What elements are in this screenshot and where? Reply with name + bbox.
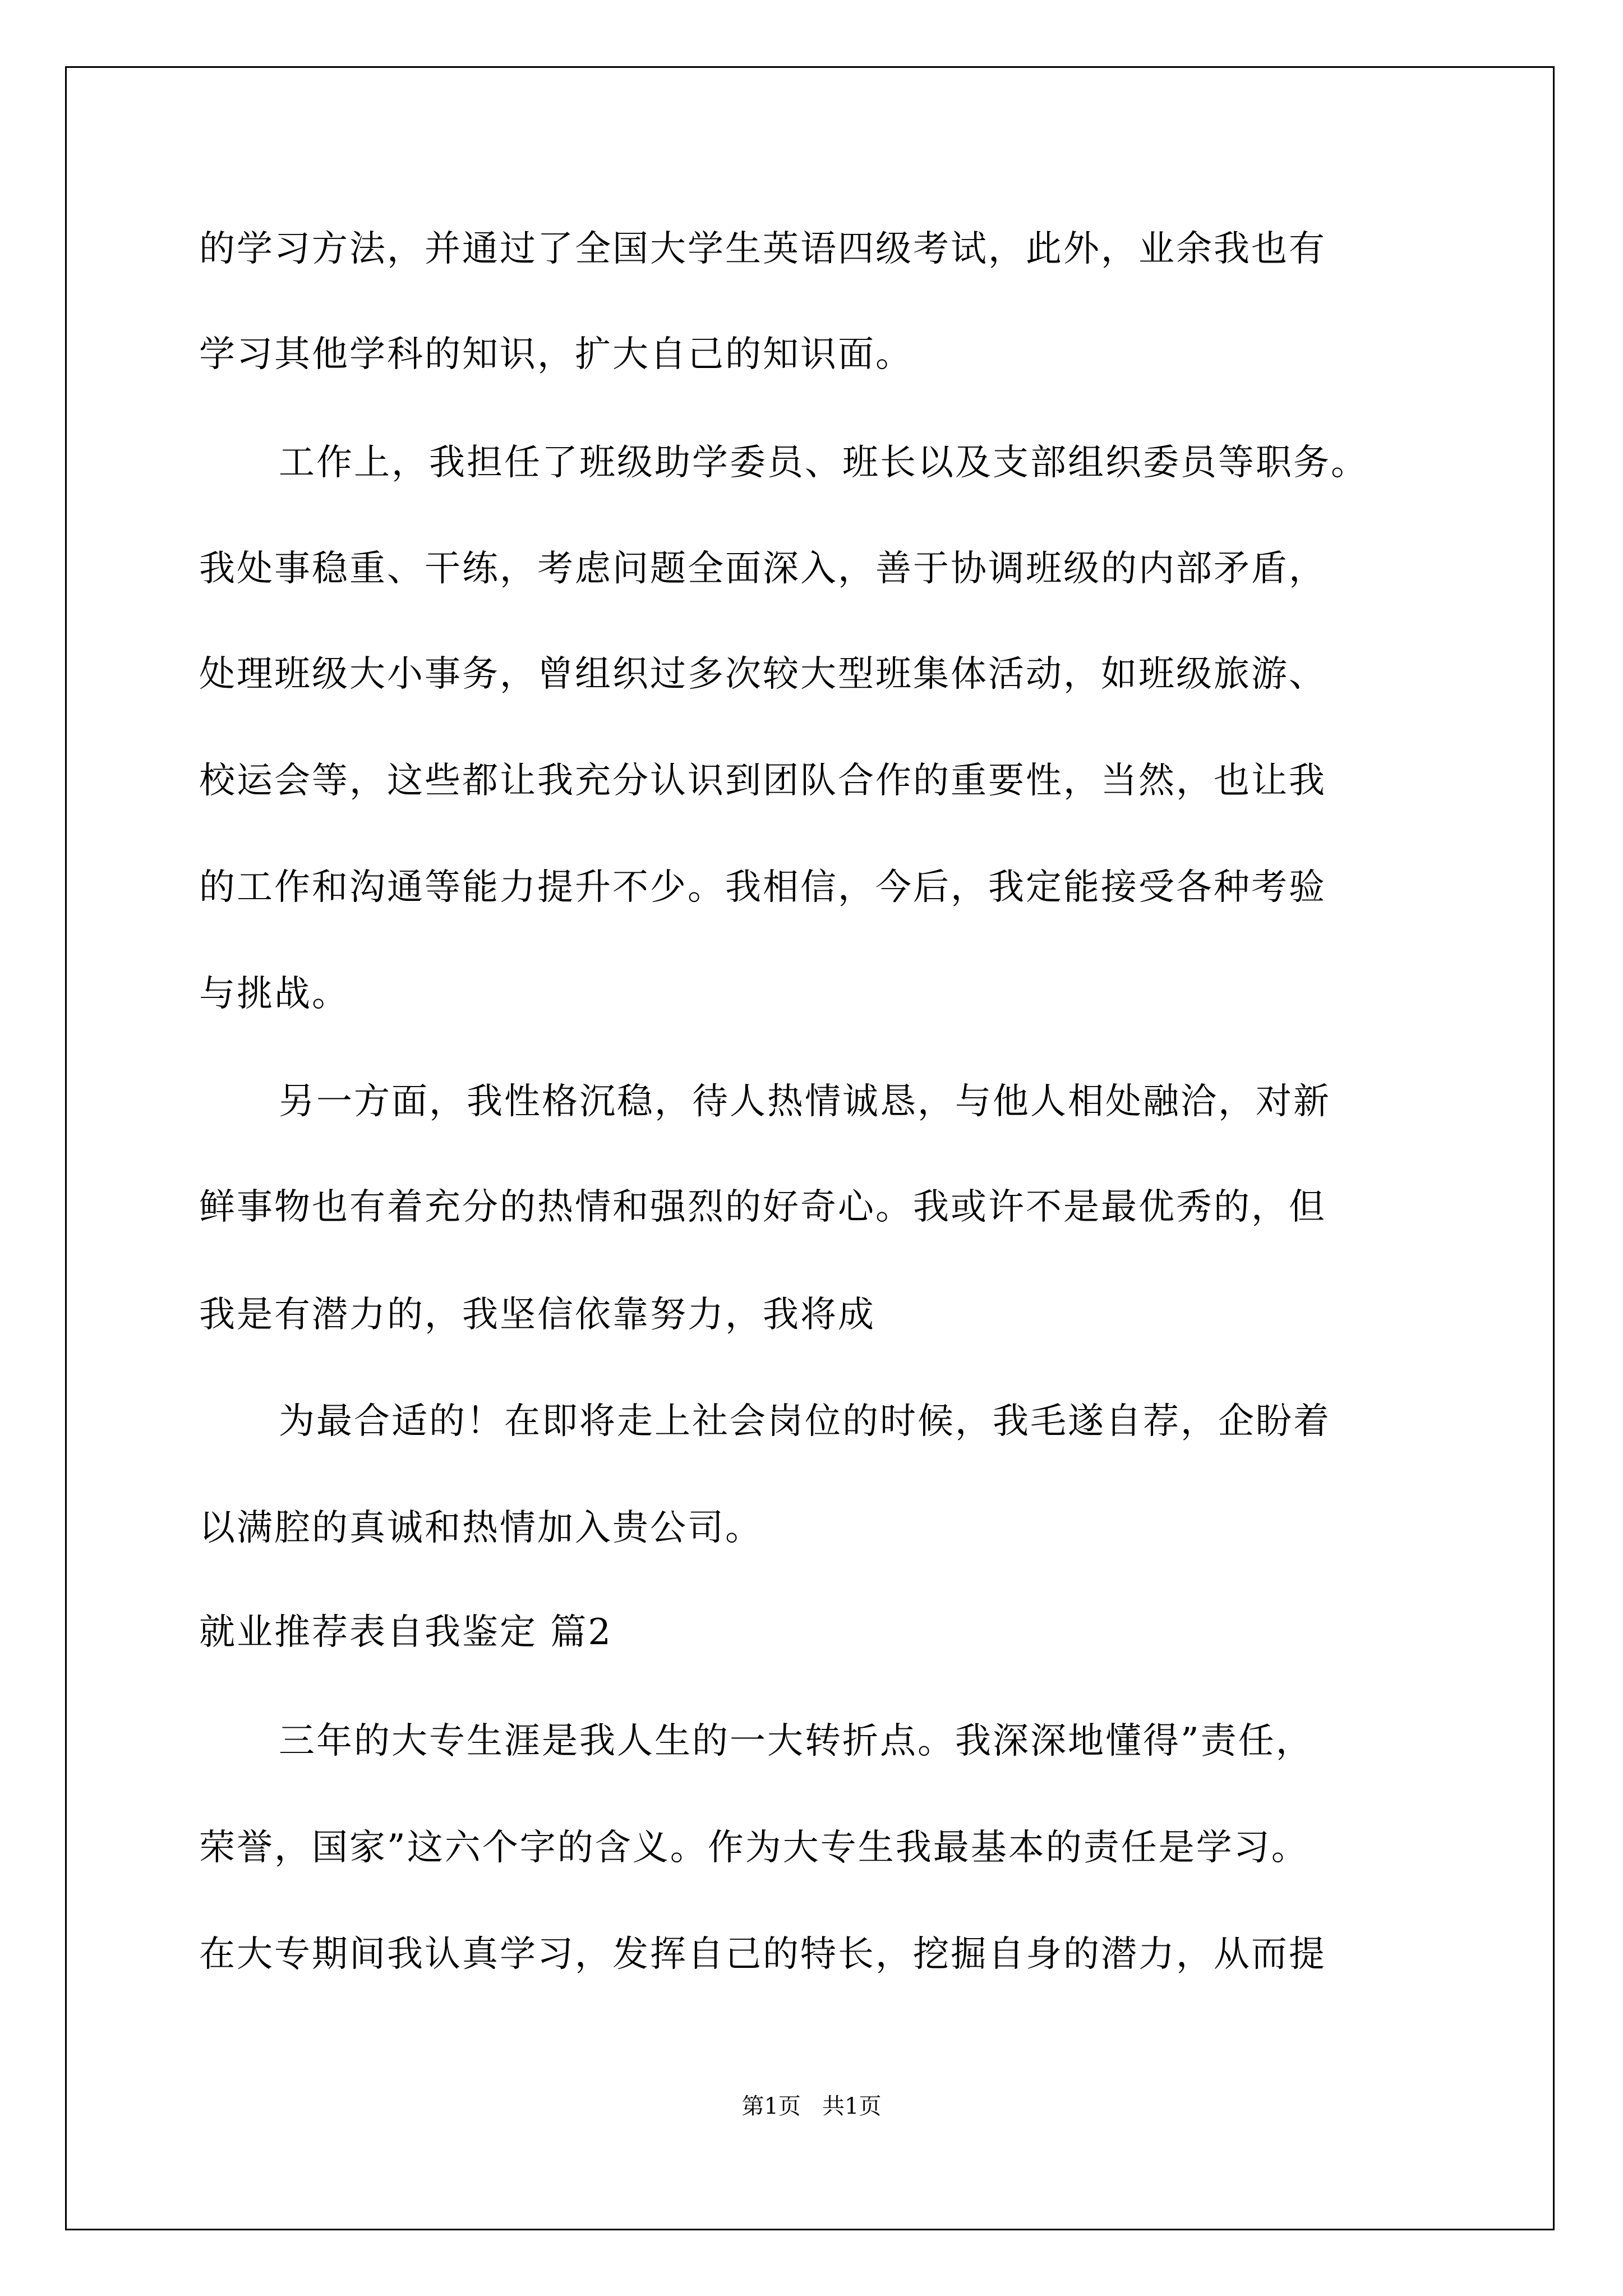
body-line: 以满腔的真诚和热情加入贵公司。 <box>199 1507 763 1549</box>
body-line: 我处事稳重、干练，考虑问题全面深入，善于协调班级的内部矛盾， <box>199 548 1326 590</box>
body-line: 学习其他学科的知识，扩大自己的知识面。 <box>199 334 913 375</box>
paragraph-first-line: 另一方面，我性格沉稳，待人热情诚恳，与他人相处融洽，对新 <box>279 1081 1331 1122</box>
section-heading: 就业推荐表自我鉴定 篇2 <box>199 1612 613 1653</box>
paragraph-first-line: 三年的大专生涯是我人生的一大转折点。我深深地懂得”责任， <box>279 1720 1313 1762</box>
body-line: 的学习方法，并通过了全国大学生英语四级考试，此外，业余我也有 <box>199 228 1326 270</box>
body-line: 与挑战。 <box>199 973 349 1015</box>
paragraph-first-line: 工作上，我担任了班级助学委员、班长以及支部组织委员等职务。 <box>279 442 1368 484</box>
body-line: 荣誉，国家”这六个字的含义。作为大专生我最基本的责任是学习。 <box>199 1827 1309 1869</box>
body-line: 校运会等，这些都让我充分认识到团队合作的重要性，当然，也让我 <box>199 760 1326 802</box>
body-line: 处理班级大小事务，曾组织过多次较大型班集体活动，如班级旅游、 <box>199 654 1326 695</box>
body-line: 鲜事物也有着充分的热情和强烈的好奇心。我或许不是最优秀的，但 <box>199 1186 1326 1228</box>
page-border <box>65 66 1555 2230</box>
paragraph-first-line: 为最合适的！在即将走上社会岗位的时候，我毛遂自荐，企盼着 <box>279 1401 1331 1442</box>
body-line: 在大专期间我认真学习，发挥自己的特长，挖掘自身的潜力，从而提 <box>199 1934 1326 1975</box>
body-line: 的工作和沟通等能力提升不少。我相信，今后，我定能接受各种考验 <box>199 867 1326 908</box>
body-line: 我是有潜力的，我坚信依靠努力，我将成 <box>199 1294 875 1336</box>
page-number-footer: 第1页 共1页 <box>741 2093 882 2119</box>
